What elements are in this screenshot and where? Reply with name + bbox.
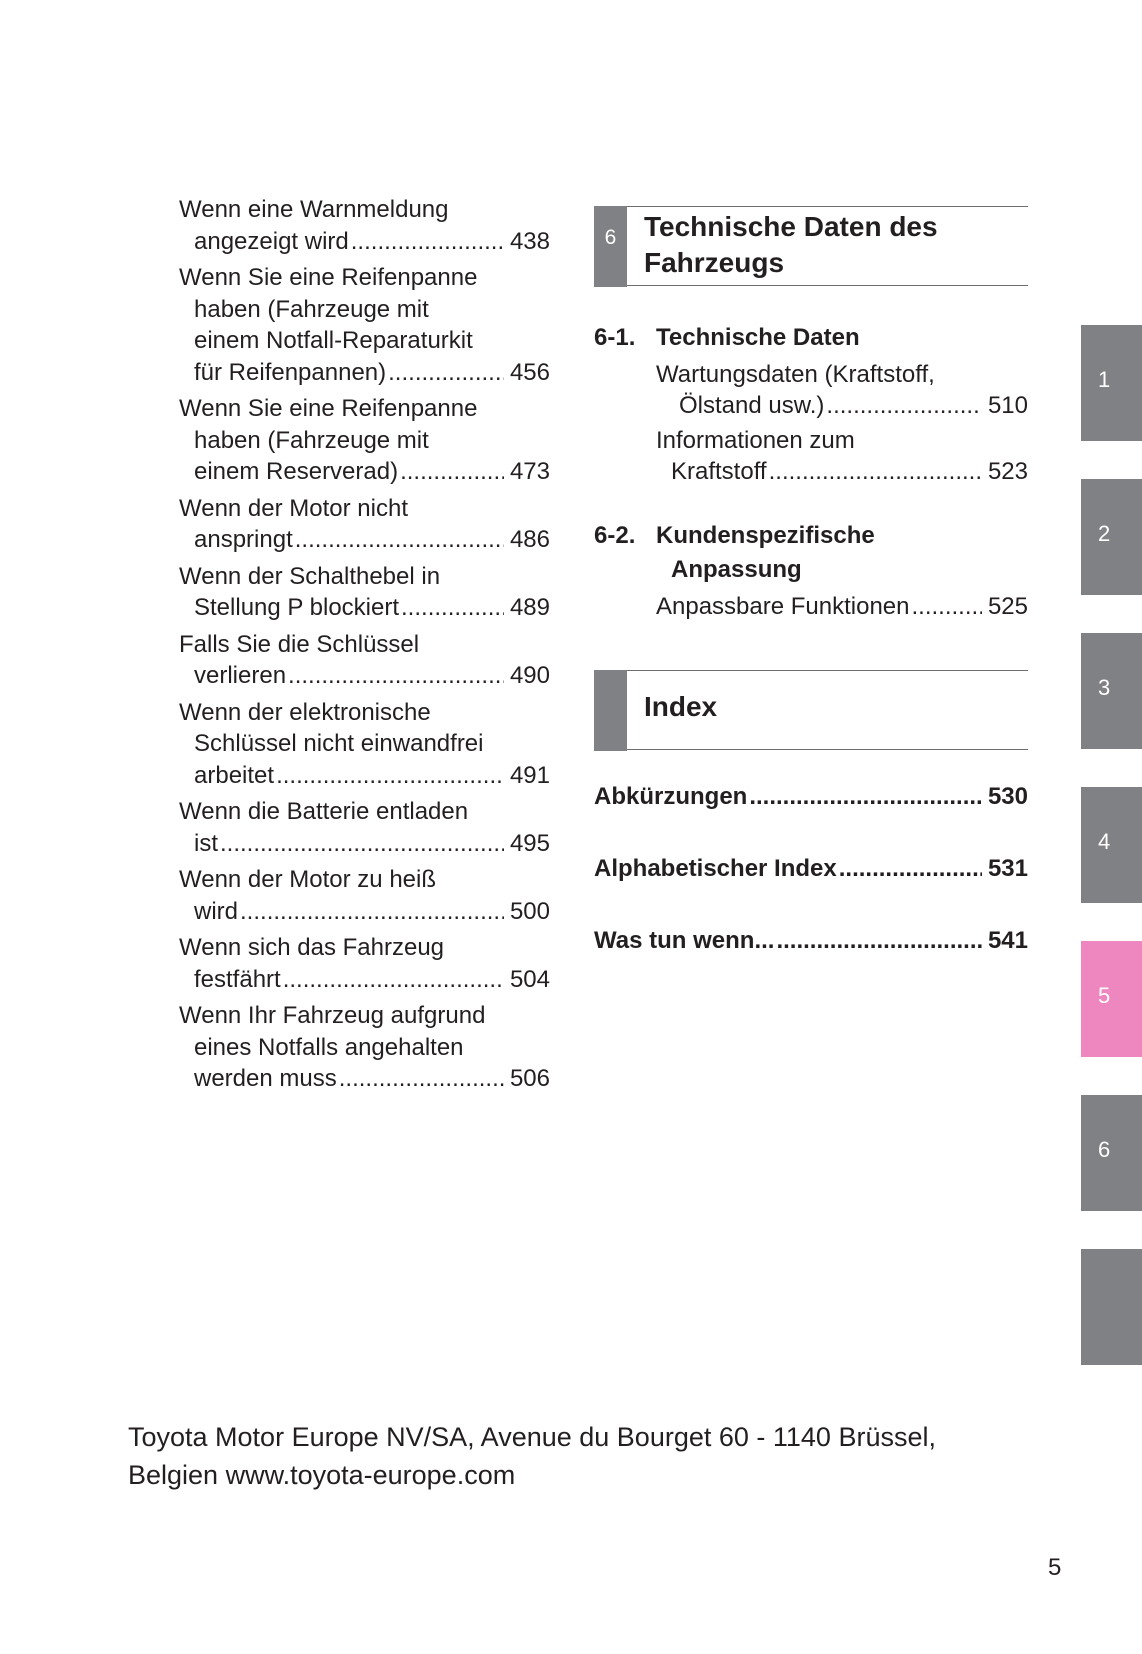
- toc-entry[interactable]: Falls Sie die Schlüssel verlieren ..... 490: [179, 629, 550, 692]
- leader-dots: [351, 226, 504, 258]
- page-ref: 489: [509, 594, 550, 621]
- page-ref: 523: [987, 458, 1028, 485]
- leader-dots: [288, 660, 504, 692]
- chapter-tab-3[interactable]: 3: [1081, 633, 1142, 749]
- leader-dots: [240, 896, 504, 928]
- chapter-tab-4[interactable]: 4: [1081, 787, 1142, 903]
- page-number: 5: [1048, 1554, 1062, 1581]
- subsection-title[interactable]: 6-2. Kundenspezifische Anpassung: [594, 522, 875, 583]
- leader-dots: [839, 852, 982, 886]
- leader-dots: [776, 924, 982, 958]
- leader-dots: [283, 964, 504, 996]
- page-ref: 491: [509, 761, 550, 789]
- toc-entry[interactable]: Wenn die Batterie entladen ist ..... 495: [179, 796, 550, 859]
- toc-left-column: [179, 194, 550, 1100]
- leader-dots: [295, 524, 504, 556]
- leader-dots: [220, 828, 504, 860]
- section-number-badge: 6: [594, 206, 627, 287]
- page-ref: 504: [509, 965, 550, 993]
- toc-entry[interactable]: Wenn der Schalthebel in Stellung P blockiert ..... 489: [179, 561, 550, 624]
- chapter-tab-index[interactable]: [1081, 1249, 1142, 1365]
- toc-entry[interactable]: Wenn sich das Fahrzeug festfährt ..... 504: [179, 932, 550, 995]
- page-ref: 438: [509, 227, 550, 255]
- page-ref: 525: [987, 593, 1028, 620]
- publisher-footer: Toyota Motor Europe NV/SA, Avenue du Bourget 60 - 1140 Brüssel, Belgien www.toyota-europe.com: [128, 1422, 936, 1490]
- toc-entry[interactable]: Wartungsdaten (Kraftstoff, Ölstand usw.) ..... 510: [656, 359, 1028, 421]
- subsection-6-1: [594, 321, 1028, 487]
- page-ref: 530: [987, 783, 1028, 810]
- page-ref: 500: [509, 897, 550, 925]
- index-entry[interactable]: Alphabetischer Index ..... 531: [594, 852, 1028, 886]
- toc-entry[interactable]: Informationen zum Kraftstoff ..... 523: [656, 425, 1028, 487]
- leader-dots: [826, 390, 982, 421]
- leader-dots: [749, 780, 982, 814]
- index-entry[interactable]: Abkürzungen ..... 530: [594, 780, 1028, 814]
- leader-dots: [388, 357, 504, 389]
- page-ref: 486: [509, 526, 550, 553]
- leader-dots: [769, 456, 982, 487]
- chapter-tab-2[interactable]: 2: [1081, 479, 1142, 595]
- leader-dots: [339, 1063, 504, 1095]
- section-title: Technische Daten des Fahrzeugs: [644, 211, 938, 278]
- index-entry[interactable]: Was tun wenn... ..... 541: [594, 924, 1028, 958]
- page-ref: 506: [509, 1065, 550, 1092]
- section-6-header[interactable]: [594, 206, 1028, 286]
- toc-entry[interactable]: Anpassbare Funktionen ..... 525: [656, 591, 1028, 622]
- page-ref: 456: [509, 358, 550, 386]
- chapter-tab-1[interactable]: 1: [1081, 325, 1142, 441]
- toc-entry[interactable]: Wenn der Motor nicht anspringt ..... 486: [179, 493, 550, 556]
- leader-dots: [276, 760, 504, 792]
- subsection-title[interactable]: 6-1. Technische Daten: [594, 324, 860, 351]
- toc-entry[interactable]: Wenn Ihr Fahrzeug aufgrund eines Notfalls angehalten werden muss ..... 506: [179, 1000, 550, 1095]
- toc-entry[interactable]: Wenn eine Warnmeldung angezeigt wird ..... 438: [179, 194, 550, 257]
- toc-right-column: [594, 206, 1028, 996]
- leader-dots: [400, 456, 504, 488]
- toc-entry[interactable]: Wenn der elektronische Schlüssel nicht einwandfrei arbeitet ..... 491: [179, 697, 550, 792]
- chapter-tab-6[interactable]: 6: [1081, 1095, 1142, 1211]
- subsection-6-2: [594, 519, 1028, 622]
- toc-entry[interactable]: Wenn Sie eine Reifenpanne haben (Fahrzeuge mit einem Notfall-Reparaturkit für Reifenpannen) ..... 456: [179, 262, 550, 388]
- section-badge: [594, 670, 627, 751]
- toc-entry[interactable]: Wenn Sie eine Reifenpanne haben (Fahrzeuge mit einem Reserverad) ..... 473: [179, 393, 550, 488]
- page-ref: 490: [509, 662, 550, 689]
- chapter-tab-5-active[interactable]: 5: [1081, 941, 1142, 1057]
- page-ref: 473: [509, 458, 550, 485]
- page-ref: 495: [509, 829, 550, 857]
- leader-dots: [912, 591, 983, 622]
- page-ref: 541: [987, 927, 1028, 954]
- section-title: Index: [644, 691, 718, 722]
- leader-dots: [401, 592, 504, 624]
- toc-entry[interactable]: Wenn der Motor zu heiß wird ..... 500: [179, 864, 550, 927]
- page-ref: 531: [987, 855, 1028, 882]
- index-list: [594, 780, 1028, 958]
- index-header[interactable]: [594, 670, 1028, 750]
- page-ref: 510: [987, 392, 1028, 419]
